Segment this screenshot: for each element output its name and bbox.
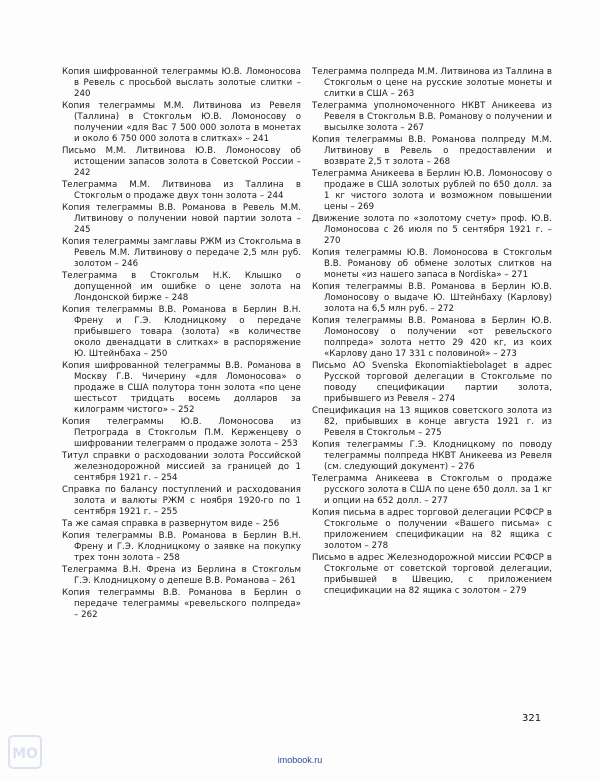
list-item: Копия телеграммы В.В. Романова в Берлин В.Н. Френу и Г.Э. Клодницкому о заявке на покупку трех тонн золота – 258: [62, 531, 301, 563]
page-number: 321: [522, 713, 542, 724]
list-item: Копия шифрованной телеграммы Ю.В. Ломоносова в Ревель с просьбой выслать золотые слитки – 240: [62, 67, 301, 99]
list-item: Копия телеграммы Ю.В. Ломоносова из Петрограда в Стокгольм П.М. Керженцеву о шифровании телеграмм о продаже золота – 253: [62, 417, 301, 449]
list-item: Телеграмма М.М. Литвинова из Таллина в Стокгольм о продаже двух тонн золота – 244: [62, 180, 301, 201]
list-item: Телеграмма в Стокгольм Н.К. Клышко о допущенной им ошибке о цене золота на Лондонской бирже – 248: [62, 271, 301, 303]
list-item: Телеграмма полпреда М.М. Литвинова из Таллина в Стокгольм о цене на русские золотые монеты и слитки в США – 263: [312, 67, 552, 99]
list-item: Копия телеграммы замглавы РЖМ из Стокгольма в Ревель М.М. Литвинову о передаче 2,5 млн руб. золотом – 246: [62, 237, 301, 269]
list-item: Письмо АО Svenska Ekonomiaktiebolaget в адрес Русской торговой делегации в Стокгольме по поводу спецификации партии золота, прибывшего из Ревеля – 274: [312, 361, 552, 404]
left-column: [62, 67, 301, 622]
list-item: Движение золота по «золотому счету» проф. Ю.В. Ломоносова с 26 июля по 5 сентября 1921 г. – 270: [312, 214, 552, 246]
list-item: Копия телеграммы В.В. Романова в Берлин о передаче телеграммы «ревельского полпреда» – 262: [62, 588, 301, 620]
footer-site-link[interactable]: imobook.ru: [277, 755, 323, 765]
list-item: Копия телеграммы М.М. Литвинова из Ревеля (Таллина) в Стокгольм Ю.В. Ломоносову о получении «для Вас 7 500 000 золота в монетах и около 6 750 000 золота в слитках» – 241: [62, 101, 301, 144]
svg-text:МО: МО: [12, 746, 38, 762]
list-item: Телеграмма В.Н. Френа из Берлина в Стокгольм Г.Э. Клодницкому о депеше В.В. Романова – 261: [62, 565, 301, 586]
list-item: Спецификация на 13 ящиков советского золота из 82, прибывших в конце августа 1921 г. из Ревеля в Стокгольм – 275: [312, 406, 552, 438]
list-item: Телеграмма Аникеева в Берлин Ю.В. Ломоносову о продаже в США золотых рублей по 650 долл. за 1 кг чистого золота и возможном повышении цены – 269: [312, 169, 552, 212]
list-item: Телеграмма уполномоченного НКВТ Аникеева из Ревеля в Стокгольм В.В. Романову о получении и высылке золота – 267: [312, 101, 552, 133]
list-item: Письмо М.М. Литвинова Ю.В. Ломоносову об истощении запасов золота в Советской России – 242: [62, 146, 301, 178]
list-item: Копия телеграммы В.В. Романова в Берлин Ю.В. Ломоносову о выдаче Ю. Штейнбаху (Карлову) золота на 6,5 млн руб. – 272: [312, 282, 552, 314]
list-item: Та же самая справка в развернутом виде – 256: [62, 519, 280, 529]
list-item: Титул справки о расходовании золота Российской железнодорожной миссией за границей до 1 сентября 1921 г. – 254: [62, 451, 301, 483]
list-item: Справка по балансу поступлений и расходования золота и валюты РЖМ с ноября 1920-го по 1 сентября 1921 г. – 255: [62, 485, 301, 517]
list-item: Телеграмма Аникеева в Стокгольм о продаже русского золота в США по цене 650 долл. за 1 кг и опции на 652 долл. – 277: [312, 474, 552, 506]
list-item: Копия телеграммы В.В. Романова в Ревель М.М. Литвинову о получении новой партии золота – 245: [62, 203, 301, 235]
list-item: Письмо в адрес Железнодорожной миссии РСФСР в Стокгольме от советской торговой делегации, прибывшей в Швецию, с приложением спецификации на 82 ящика с золотом – 279: [312, 553, 552, 596]
right-column: [312, 67, 552, 598]
list-item: Копия шифрованной телеграммы В.В. Романова в Москву Г.В. Чичерину «для Ломоносова» о продаже в США полутора тонн золота «по цене шестьсот тридцать восемь долларов за килограмм чистого» – 252: [62, 361, 301, 415]
list-item: Копия телеграммы В.В. Романова в Берлин В.Н. Френу и Г.Э. Клодницкому о передаче прибывшего товара (золота) «в количестве около двенадцати в слитках» в распоряжение Ю. Штейнбаха – 250: [62, 305, 301, 359]
list-item: Копия письма в адрес торговой делегации РСФСР в Стокгольме о получении «Вашего письма» с приложением спецификации на 82 ящика с золотом – 278: [312, 508, 552, 551]
list-item: Копия телеграммы Ю.В. Ломоносова в Стокгольм В.В. Романову об обмене золотых слитков на монеты «из нашего запаса в Nordiska» – 271: [312, 248, 552, 280]
list-item: Копия телеграммы В.В. Романова полпреду М.М. Литвинову в Ревель о предоставлении и возврате 2,5 т золота – 268: [312, 135, 552, 167]
list-item: Копия телеграммы Г.Э. Клодницкому по поводу телеграммы полпреда НКВТ Аникеева из Ревеля (см. следующий документ) – 276: [312, 440, 552, 472]
list-item: Копия телеграммы В.В. Романова в Берлин Ю.В. Ломоносову о получении «от ревельского полпреда» золота нетто 29 420 кг, из коих «Карлову дано 17 331 с половиной» – 273: [312, 316, 552, 359]
